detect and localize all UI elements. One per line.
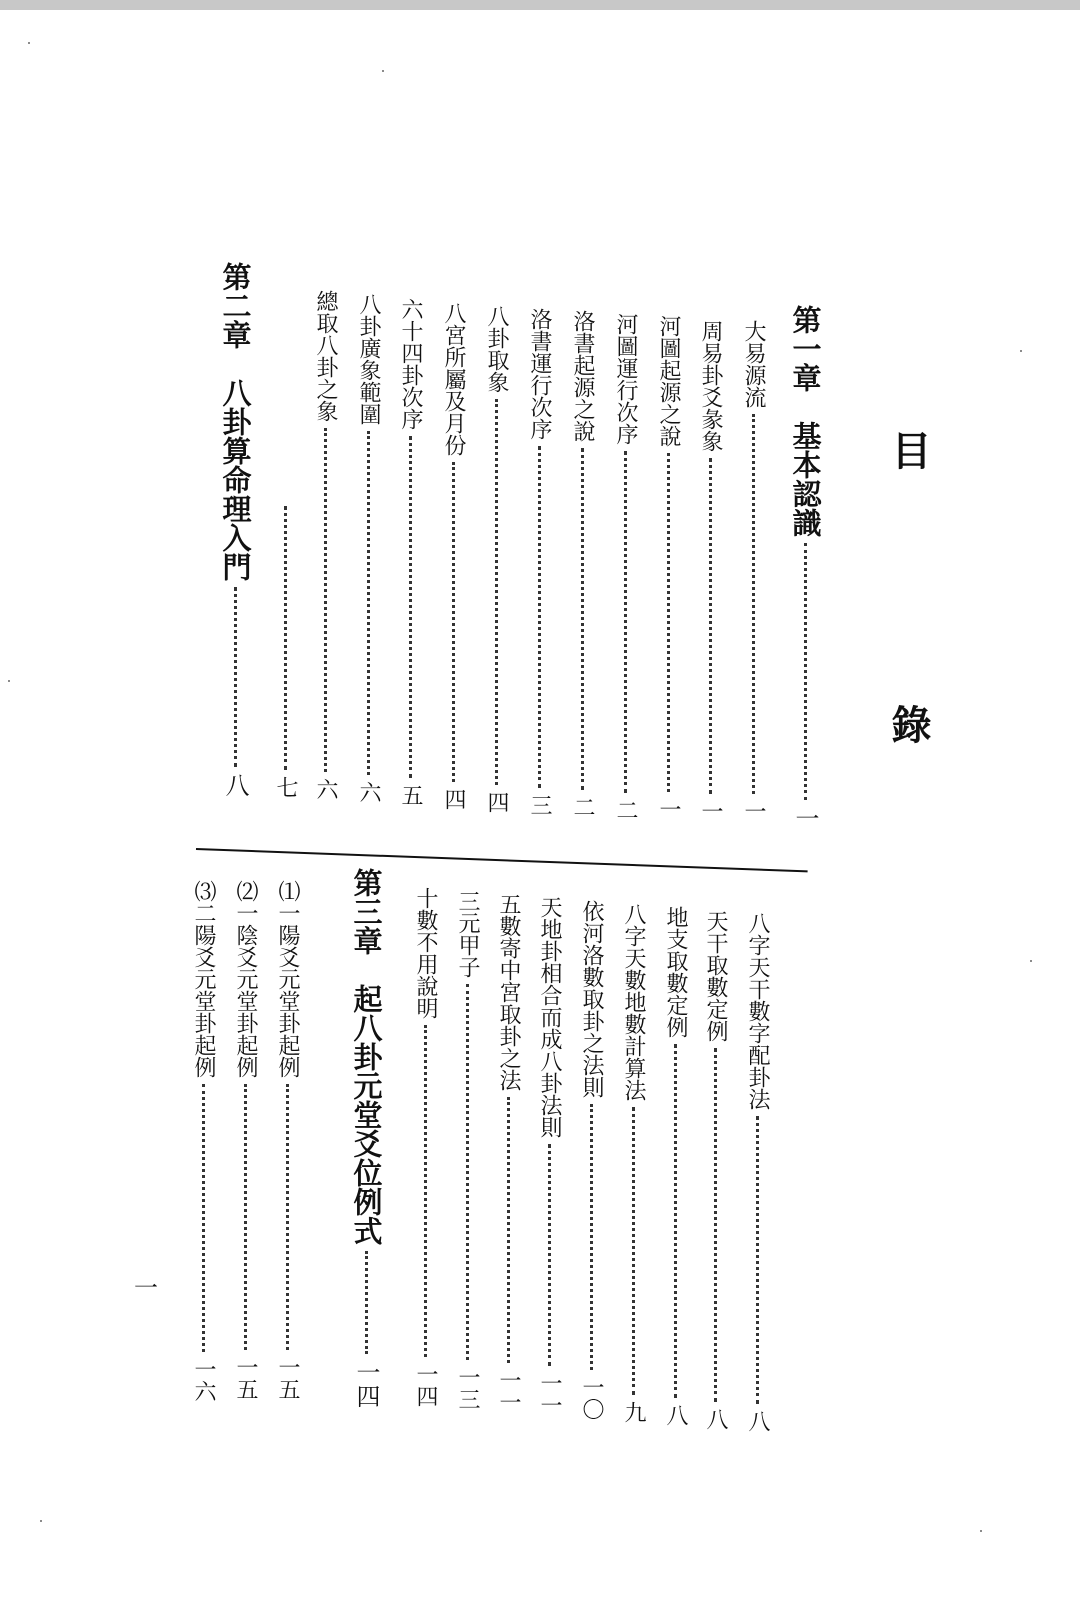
leader-dots: [284, 506, 287, 770]
toc-entry[interactable]: [452, 890, 482, 1410]
toc-entry-title: 五數寄中宮取卦之法: [496, 893, 521, 1091]
toc-entry-title: 周易卦爻彖象: [698, 320, 723, 452]
leader-dots: [409, 436, 412, 778]
leader-dots: [804, 543, 807, 800]
toc-entry[interactable]: [567, 310, 597, 818]
toc-entry-title: 河圖運行次序: [613, 313, 638, 445]
leader-dots: [674, 1044, 677, 1398]
leader-dots: [424, 1025, 427, 1357]
toc-entry[interactable]: [738, 320, 768, 822]
leader-dots: [590, 1104, 593, 1370]
leader-dots: [548, 1144, 551, 1366]
toc-entry[interactable]: [272, 880, 302, 1400]
toc-entry-page: 四: [441, 788, 466, 810]
toc-entry[interactable]: [660, 906, 690, 1426]
toc-entry-title: 天干取數定例: [703, 910, 728, 1042]
leader-dots: [244, 1084, 247, 1350]
toc-entry-page: 三: [527, 794, 552, 816]
toc-entry-page: 一一: [537, 1372, 562, 1416]
toc-entry[interactable]: [438, 302, 468, 810]
toc-entry-page: 一一: [496, 1369, 521, 1413]
toc-entry-page: 六: [313, 778, 338, 800]
leader-dots: [452, 462, 455, 782]
leader-dots: [495, 399, 498, 785]
toc-entry[interactable]: [610, 313, 640, 821]
toc-entry[interactable]: [353, 293, 383, 803]
chapter-2-title: 第二章 八卦算命理入門: [218, 262, 253, 581]
toc-entry[interactable]: [524, 308, 554, 816]
chapter-1-page: 一: [791, 806, 819, 830]
toc-entry-page: 五: [398, 784, 423, 806]
toc-entry[interactable]: [695, 320, 725, 822]
chapter-3-title: 第三章 起八卦元堂爻位例式: [349, 868, 384, 1245]
toc-entry-title: 河圖起源之說: [656, 315, 681, 447]
toc-entry-page: 一六: [191, 1358, 216, 1402]
scan-speck: [28, 42, 30, 44]
toc-entry-title: 大易源流: [741, 320, 766, 408]
toc-entry[interactable]: [700, 910, 730, 1430]
toc-entry-page: 一五: [233, 1356, 258, 1400]
toc-entry-title: 八字天數地數計算法: [621, 903, 646, 1101]
page-number: 一: [134, 1274, 158, 1302]
toc-entry-title: 依河洛數取卦之法則: [579, 900, 604, 1098]
leader-dots: [507, 1097, 510, 1363]
toc-entry-page: 二: [570, 796, 595, 818]
scan-speck: [382, 70, 384, 72]
leader-dots: [756, 1116, 759, 1404]
toc-entry[interactable]: [576, 900, 606, 1420]
scan-speck: [980, 1530, 982, 1532]
leader-dots: [581, 448, 584, 790]
toc-entry-page: 七: [273, 776, 298, 798]
toc-entry-title: 八卦取象: [484, 305, 509, 393]
toc-entry-page: 一〇: [579, 1376, 604, 1420]
scan-speck: [8, 680, 10, 682]
toc-entry-title: 三元甲子: [455, 890, 480, 978]
chapter-2-page: 八: [221, 773, 249, 797]
toc-entry-page: 二: [613, 799, 638, 821]
toc-entry-title: ⑶二陽爻元堂卦起例: [191, 880, 216, 1078]
leader-dots: [466, 984, 469, 1360]
toc-entry[interactable]: [618, 903, 648, 1423]
toc-entry[interactable]: [188, 880, 218, 1402]
chapter-1[interactable]: [785, 305, 825, 830]
toc-entry-title: 八字天干數字配卦法: [745, 912, 770, 1110]
leader-dots: [324, 428, 327, 772]
leader-dots: [667, 453, 670, 792]
toc-entry-title: 八宮所屬及月份: [441, 302, 466, 456]
toc-entry[interactable]: [742, 912, 772, 1432]
toc-entry-page: 一四: [413, 1363, 438, 1407]
leader-dots: [202, 1084, 205, 1352]
toc-entry-title: 地支取數定例: [663, 906, 688, 1038]
scan-speck: [1020, 350, 1022, 352]
toc-entry-page: 一: [656, 798, 681, 820]
toc-entry-page: 八: [745, 1410, 770, 1432]
chapter-3-page: 一四: [352, 1360, 380, 1408]
toc-entry[interactable]: [395, 298, 425, 806]
toc-entry-page: 一三: [455, 1366, 480, 1410]
toc-entry-title: 八卦廣象範圍: [356, 293, 381, 425]
leader-dots: [624, 451, 627, 793]
leader-dots: [365, 1251, 368, 1354]
toc-entry-title: 六十四卦次序: [398, 298, 423, 430]
leader-dots: [714, 1048, 717, 1402]
leader-dots: [709, 458, 712, 794]
leader-dots: [234, 587, 237, 767]
toc-entry-page: 四: [484, 791, 509, 813]
toc-entry[interactable]: [653, 315, 683, 820]
leader-dots: [632, 1107, 635, 1395]
leader-dots: [538, 446, 541, 788]
leader-dots: [286, 1084, 289, 1350]
toc-entry-page: 八: [703, 1408, 728, 1430]
leader-dots: [367, 431, 370, 775]
chapter-3[interactable]: [345, 868, 387, 1408]
toc-entry-page: 六: [356, 781, 381, 803]
leader-dots: [752, 414, 755, 794]
toc-entry-page: 八: [663, 1404, 688, 1426]
toc-entry-page: 一: [741, 800, 766, 822]
toc-entry-title: 洛書起源之說: [570, 310, 595, 442]
toc-entry[interactable]: [493, 893, 523, 1413]
scan-speck: [40, 1520, 42, 1522]
toc-entry[interactable]: [534, 896, 564, 1416]
toc-entry-title: 洛書運行次序: [527, 308, 552, 440]
chapter-2[interactable]: [215, 262, 255, 797]
toc-entry-continued[interactable]: [270, 500, 300, 798]
toc-entry[interactable]: [230, 880, 260, 1400]
toc-entry[interactable]: [481, 305, 511, 813]
toc-entry-title: 十數不用說明: [413, 887, 438, 1019]
toc-heading: 目 錄: [885, 430, 932, 854]
scan-speck: [1030, 960, 1032, 962]
toc-entry[interactable]: [410, 887, 440, 1407]
toc-entry-title: ⑴一陽爻元堂卦起例: [275, 880, 300, 1078]
toc-entry-title: 總取八卦之象: [313, 290, 338, 422]
toc-entry-page: 九: [621, 1401, 646, 1423]
chapter-1-title: 第一章 基本認識: [788, 305, 823, 537]
toc-entry-title: ⑵一陰爻元堂卦起例: [233, 880, 258, 1078]
toc-entry-page: 一五: [275, 1356, 300, 1400]
toc-entry-page: 一: [698, 800, 723, 822]
toc-entry[interactable]: [310, 290, 340, 800]
section-divider: [196, 848, 808, 872]
scan-top-border: [0, 0, 1080, 10]
toc-entry-title: 天地卦相合而成八卦法則: [537, 896, 562, 1138]
